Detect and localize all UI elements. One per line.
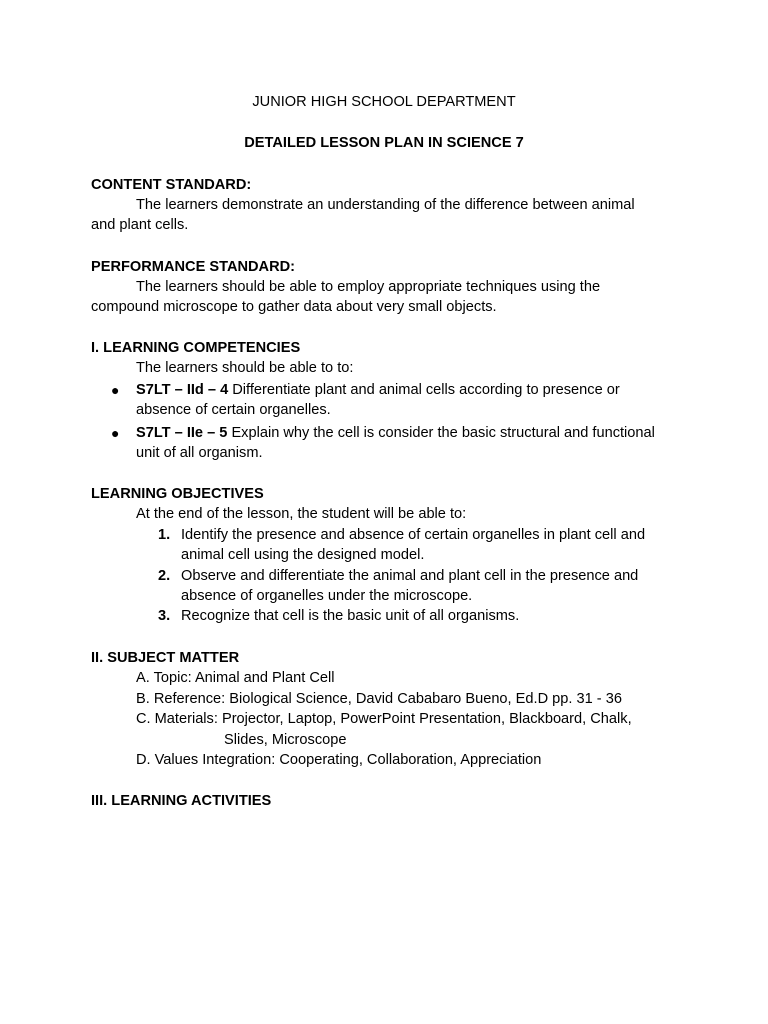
competency-text-cont: absence of certain organelles. <box>136 402 331 418</box>
objective-number: 3. <box>158 608 171 624</box>
competency-text-cont: unit of all organism. <box>136 445 263 461</box>
competency-code: S7LT – IId – 4 <box>136 382 229 398</box>
competency-item <box>136 380 620 400</box>
performance-standard-heading: PERFORMANCE STANDARD: <box>91 259 296 275</box>
subject-topic: A. Topic: Animal and Plant Cell <box>136 670 335 686</box>
objective-text: Recognize that cell is the basic unit of all organisms. <box>181 608 520 624</box>
bullet-icon: ● <box>111 425 120 441</box>
content-standard-text: The learners demonstrate an understanding of the difference between animal <box>136 197 635 213</box>
objectives-intro: At the end of the lesson, the student will be able to: <box>136 506 467 522</box>
subject-materials: C. Materials: Projector, Laptop, PowerPoint Presentation, Blackboard, Chalk, <box>136 711 632 727</box>
subject-reference: B. Reference: Biological Science, David Cababaro Bueno, Ed.D pp. 31 - 36 <box>136 691 622 707</box>
subject-materials-cont: Slides, Microscope <box>224 732 347 748</box>
performance-standard-text: The learners should be able to employ appropriate techniques using the <box>136 279 601 295</box>
objective-text: Observe and differentiate the animal and plant cell in the presence and <box>181 568 639 584</box>
competency-code: S7LT – IIe – 5 <box>136 425 228 441</box>
objective-number: 2. <box>158 568 171 584</box>
content-standard-heading: CONTENT STANDARD: <box>91 177 252 193</box>
competencies-intro: The learners should be able to to: <box>136 360 354 376</box>
objective-text-cont: absence of organelles under the microscope. <box>181 588 473 604</box>
content-standard-text-cont: and plant cells. <box>91 217 189 233</box>
learning-activities-heading: III. LEARNING ACTIVITIES <box>91 793 272 809</box>
competency-text: Differentiate plant and animal cells according to presence or <box>228 382 620 398</box>
objective-text: Identify the presence and absence of certain organelles in plant cell and <box>181 527 646 543</box>
lesson-plan-title: DETAILED LESSON PLAN IN SCIENCE 7 <box>244 135 524 151</box>
bullet-icon: ● <box>111 382 120 398</box>
objective-number: 1. <box>158 527 171 543</box>
subject-values: D. Values Integration: Cooperating, Collaboration, Appreciation <box>136 752 542 768</box>
performance-standard-text-cont: compound microscope to gather data about very small objects. <box>91 299 497 315</box>
objective-text-cont: animal cell using the designed model. <box>181 547 425 563</box>
department-title: JUNIOR HIGH SCHOOL DEPARTMENT <box>252 94 516 110</box>
competency-text: Explain why the cell is consider the basic structural and functional <box>227 425 655 441</box>
objectives-heading: LEARNING OBJECTIVES <box>91 486 264 502</box>
competency-item <box>136 423 655 443</box>
subject-matter-heading: II. SUBJECT MATTER <box>91 650 240 666</box>
competencies-heading: I. LEARNING COMPETENCIES <box>91 340 301 356</box>
